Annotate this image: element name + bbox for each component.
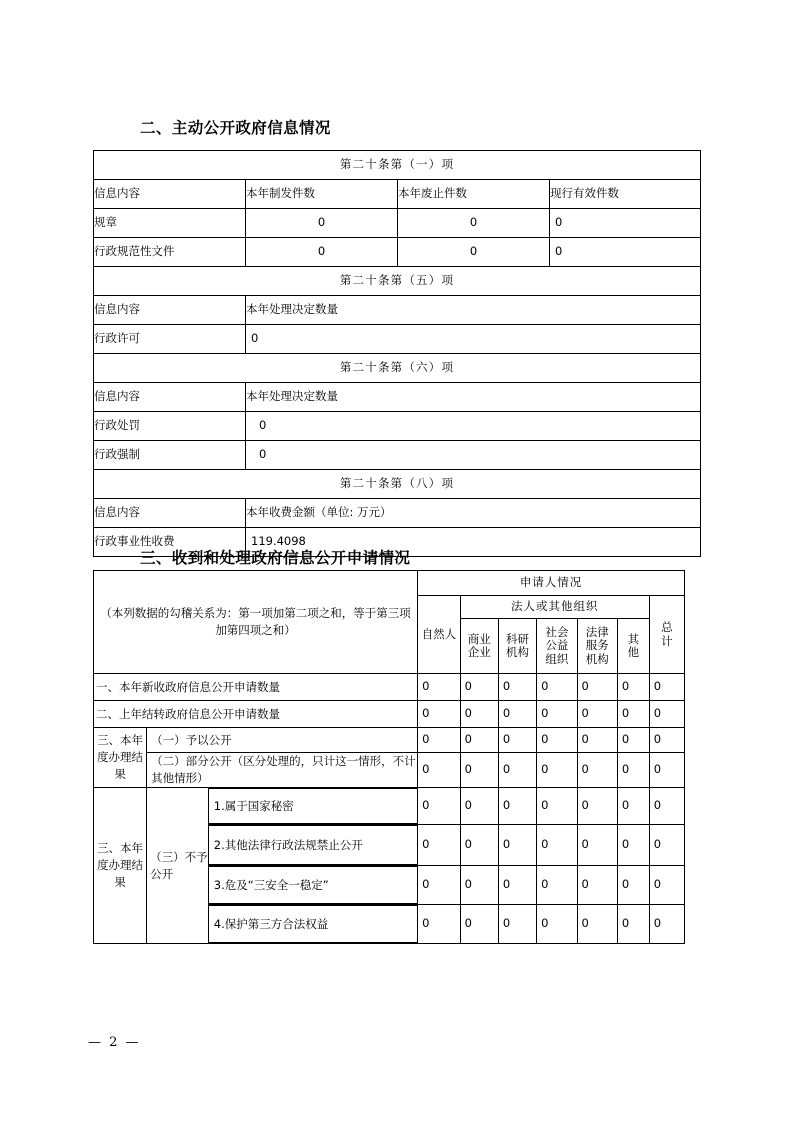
- table-row: [94, 383, 701, 412]
- column-header: 本年处理决定数量: [246, 383, 701, 412]
- cell-value: 0: [460, 788, 498, 825]
- column-header: 本年处理决定数量: [246, 296, 701, 325]
- cell-value: 0: [617, 825, 649, 866]
- band-header: 第二十条第（一）项: [94, 151, 701, 180]
- cell-value: 0: [498, 788, 536, 825]
- header-line: 组织: [545, 651, 569, 666]
- cell-value: 0: [398, 209, 550, 238]
- row-label: 行政许可: [94, 325, 246, 354]
- row-label: 行政处罚: [94, 412, 246, 441]
- cell-value: 0: [460, 753, 498, 788]
- row-label: （一）予以公开: [147, 728, 418, 753]
- column-header: 信息内容: [94, 499, 246, 528]
- table-row: [94, 499, 701, 528]
- row-label: （二）部分公开（区分处理的，只计这一情形，不计其他情形）: [147, 753, 418, 788]
- table-row: [94, 151, 701, 180]
- cell-value: 0: [460, 701, 498, 728]
- table-row: [94, 180, 701, 209]
- section-heading-3: 三、收到和处理政府信息公开申请情况: [140, 549, 411, 567]
- cell-value: 0: [498, 753, 536, 788]
- row-label: 一、本年新收政府信息公开申请数量: [94, 674, 418, 701]
- column-header: 信息内容: [94, 383, 246, 412]
- table-row: [94, 701, 685, 728]
- cell-value: 0: [418, 825, 461, 866]
- header-line: 他: [627, 645, 640, 659]
- cell-value: 0: [418, 701, 461, 728]
- cell-value: 0: [649, 788, 684, 825]
- cell-value: 0: [577, 866, 617, 905]
- header-line: 机构: [506, 645, 530, 659]
- cell-value: 119.4098: [246, 528, 701, 557]
- cell-value: 0: [460, 825, 498, 866]
- cell-value: 0: [398, 238, 550, 267]
- cell-value: 0: [246, 441, 701, 470]
- checksum-note: （本列数据的勾稽关系为：第一项加第二项之和，等于第三项加第四项之和）: [94, 571, 418, 674]
- cell-value: 0: [577, 728, 617, 753]
- header-social-welfare-org: [537, 619, 577, 674]
- cell-value: 0: [246, 412, 701, 441]
- header-line: 企业: [467, 645, 491, 659]
- column-header: 信息内容: [94, 180, 246, 209]
- cell-value: 0: [498, 674, 536, 701]
- row-group-label: 三、本年度办理结果: [94, 728, 147, 788]
- cell-value: 0: [537, 825, 577, 866]
- cell-value: 0: [649, 866, 684, 905]
- cell-value: 0: [649, 905, 684, 944]
- cell-value: 0: [577, 674, 617, 701]
- cell-value: 0: [460, 728, 498, 753]
- band-header: 第二十条第（五）项: [94, 267, 701, 296]
- row-label: 1.属于国家秘密: [208, 788, 417, 825]
- cell-value: 0: [649, 825, 684, 866]
- cell-value: 0: [537, 905, 577, 944]
- row-subgroup-label: （三）不予公开: [147, 788, 209, 944]
- cell-value: 0: [498, 905, 536, 944]
- table-proactive-disclosure: [93, 150, 701, 557]
- row-label: 行政事业性收费: [94, 528, 246, 557]
- table-row: [94, 238, 701, 267]
- table-row: [94, 209, 701, 238]
- column-header: 现行有效件数: [550, 180, 701, 209]
- page-number-footer: — 2 —: [88, 1035, 141, 1050]
- header-line: 服务: [585, 638, 609, 653]
- table-row: [94, 296, 701, 325]
- header-commercial-enterprise: [460, 619, 498, 674]
- cell-value: 0: [617, 753, 649, 788]
- row-label: 4.保护第三方合法权益: [208, 905, 417, 944]
- table-row: [94, 753, 685, 788]
- cell-value: 0: [418, 753, 461, 788]
- cell-value: 0: [460, 905, 498, 944]
- header-line: 其: [627, 631, 640, 646]
- table-row: [94, 412, 701, 441]
- table-request-handling: [93, 570, 685, 944]
- column-header: 本年制发件数: [246, 180, 398, 209]
- header-research-institution: [498, 619, 536, 674]
- column-header: 信息内容: [94, 296, 246, 325]
- cell-value: 0: [617, 905, 649, 944]
- cell-value: 0: [649, 674, 684, 701]
- cell-value: 0: [537, 674, 577, 701]
- cell-value: 0: [649, 753, 684, 788]
- legal-person-group-header: 法人或其他组织: [460, 596, 649, 619]
- row-label: 行政规范性文件: [94, 238, 246, 267]
- table-row: [94, 354, 701, 383]
- cell-value: 0: [537, 866, 577, 905]
- cell-value: 0: [550, 209, 701, 238]
- table-row: [94, 674, 685, 701]
- cell-value: 0: [498, 701, 536, 728]
- cell-value: 0: [617, 674, 649, 701]
- cell-value: 0: [577, 905, 617, 944]
- cell-value: 0: [617, 788, 649, 825]
- cell-value: 0: [246, 325, 701, 354]
- header-total: [649, 596, 684, 674]
- cell-value: 0: [537, 701, 577, 728]
- table-row: [94, 470, 701, 499]
- row-label: 规章: [94, 209, 246, 238]
- header-natural-person: [418, 596, 461, 674]
- cell-value: 0: [649, 728, 684, 753]
- header-other: [617, 619, 649, 674]
- cell-value: 0: [537, 788, 577, 825]
- header-legal-service-org: [577, 619, 617, 674]
- cell-value: 0: [577, 788, 617, 825]
- header-line: 商业: [467, 631, 491, 646]
- cell-value: 0: [460, 674, 498, 701]
- cell-value: 0: [649, 701, 684, 728]
- cell-value: 0: [246, 238, 398, 267]
- table-row: [94, 267, 701, 296]
- cell-value: 0: [418, 866, 461, 905]
- cell-value: 0: [617, 866, 649, 905]
- header-total-line: 计: [661, 633, 673, 648]
- cell-value: 0: [537, 728, 577, 753]
- table-header-row: [94, 571, 685, 596]
- band-header: 第二十条第（六）项: [94, 354, 701, 383]
- cell-value: 0: [498, 728, 536, 753]
- row-label: 二、上年结转政府信息公开申请数量: [94, 701, 418, 728]
- row-label: 行政强制: [94, 441, 246, 470]
- cell-value: 0: [460, 866, 498, 905]
- cell-value: 0: [418, 905, 461, 944]
- header-total-line: 总: [661, 620, 673, 635]
- section-heading-2: 二、主动公开政府信息情况: [140, 119, 331, 137]
- cell-value: 0: [577, 753, 617, 788]
- header-natural-person-label: 自然人: [421, 626, 457, 641]
- row-label: 2.其他法律行政法规禁止公开: [208, 825, 417, 866]
- table-row: [94, 788, 685, 825]
- column-header: 本年废止件数: [398, 180, 550, 209]
- table-row: [94, 325, 701, 354]
- band-header: 第二十条第（八）项: [94, 470, 701, 499]
- cell-value: 0: [617, 728, 649, 753]
- header-line: 公益: [545, 638, 569, 653]
- cell-value: 0: [418, 788, 461, 825]
- cell-value: 0: [418, 674, 461, 701]
- table-row: [94, 441, 701, 470]
- cell-value: 0: [498, 825, 536, 866]
- header-line: 法律: [585, 625, 609, 640]
- cell-value: 0: [498, 866, 536, 905]
- row-group-label: 三、本年度办理结果: [94, 788, 147, 944]
- table-row: [94, 728, 685, 753]
- header-line: 机构: [585, 651, 609, 666]
- cell-value: 0: [246, 209, 398, 238]
- cell-value: 0: [537, 753, 577, 788]
- header-line: 社会: [545, 625, 569, 640]
- cell-value: 0: [550, 238, 701, 267]
- row-label: 3.危及“三安全一稳定”: [208, 866, 417, 905]
- cell-value: 0: [577, 825, 617, 866]
- cell-value: 0: [577, 701, 617, 728]
- cell-value: 0: [418, 728, 461, 753]
- column-header: 本年收费金额（单位: 万元）: [246, 499, 701, 528]
- cell-value: 0: [617, 701, 649, 728]
- applicant-group-header: 申请人情况: [418, 571, 685, 596]
- header-line: 科研: [506, 631, 530, 646]
